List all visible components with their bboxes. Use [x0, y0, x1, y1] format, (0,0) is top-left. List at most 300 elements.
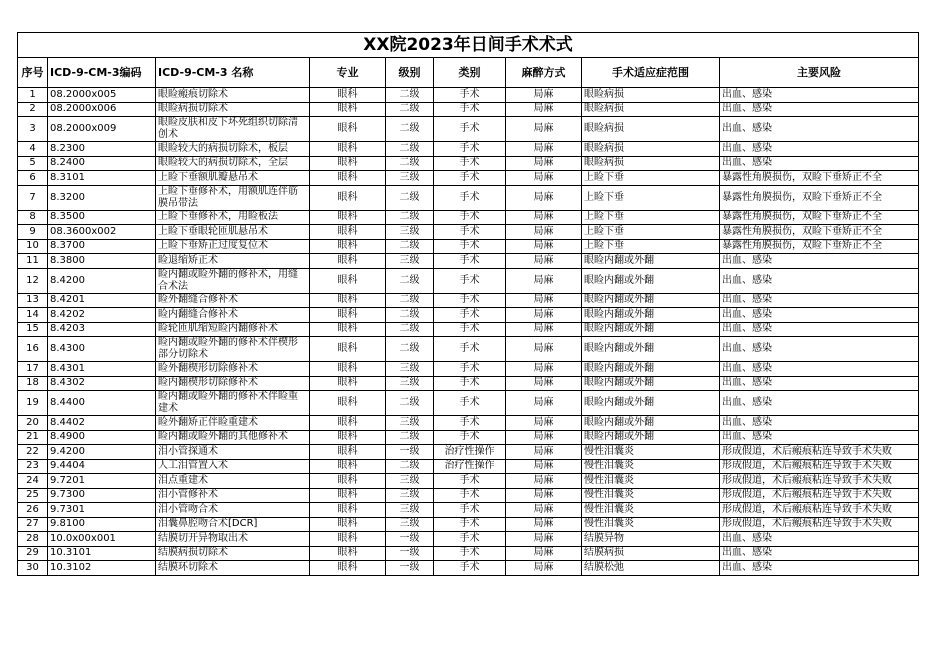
table-row [18, 102, 919, 117]
cell-scope [582, 225, 720, 240]
cell-dept-text: 眼科 [337, 191, 358, 203]
cell-no [18, 376, 48, 391]
cell-dept-text: 眼科 [337, 294, 358, 306]
cell-dept [310, 488, 386, 503]
cell-no-text: 17 [26, 362, 39, 374]
cell-code [48, 156, 156, 171]
cell-scope-text: 慢性泪囊炎 [584, 503, 634, 515]
cell-anesthesia [506, 156, 582, 171]
cell-anesthesia [506, 391, 582, 416]
table-row [18, 156, 919, 171]
cell-scope [582, 308, 720, 323]
cell-type [434, 185, 506, 210]
cell-no [18, 503, 48, 518]
cell-no-text: 19 [26, 397, 39, 408]
cell-no-text: 24 [26, 474, 39, 486]
cell-no-text: 25 [26, 489, 39, 501]
cell-dept-text: 眼科 [337, 254, 358, 266]
cell-dept [310, 210, 386, 225]
cell-level [386, 474, 434, 489]
cell-anesthesia-text: 局麻 [533, 561, 554, 573]
cell-type [434, 459, 506, 474]
cell-code-text: 8.4900 [50, 431, 85, 443]
cell-code [48, 171, 156, 186]
cell-code [48, 416, 156, 431]
cell-type-text: 手术 [459, 547, 480, 559]
cell-anesthesia-text: 局麻 [533, 431, 554, 443]
cell-risk [720, 322, 919, 337]
col-header-no: 序号 [18, 58, 48, 88]
cell-type-text: 手术 [459, 274, 480, 286]
cell-code [48, 142, 156, 157]
cell-dept [310, 142, 386, 157]
cell-risk [720, 445, 919, 460]
cell-anesthesia [506, 142, 582, 157]
cell-code [48, 268, 156, 293]
cell-name [156, 88, 310, 103]
cell-type [434, 546, 506, 561]
cell-scope [582, 546, 720, 561]
cell-scope [582, 142, 720, 157]
cell-risk-text: 出血、感染 [722, 274, 772, 286]
surgery-table [17, 32, 919, 576]
cell-dept-text: 眼科 [337, 474, 358, 486]
cell-no [18, 337, 48, 362]
cell-name-text: 泪小管修补术 [158, 489, 218, 501]
cell-level-text: 三级 [399, 225, 420, 237]
cell-risk-text: 形成假道，术后瘢痕粘连导致手术失败 [722, 489, 892, 501]
cell-scope-text: 眼睑内翻或外翻 [584, 323, 654, 335]
cell-level [386, 561, 434, 576]
cell-scope [582, 445, 720, 460]
cell-no-text: 3 [29, 123, 36, 134]
table-row [18, 268, 919, 293]
cell-dept [310, 561, 386, 576]
cell-type [434, 171, 506, 186]
cell-dept-text: 眼科 [337, 416, 358, 428]
cell-scope-text: 慢性泪囊炎 [584, 518, 634, 530]
cell-name-text: 泪小管吻合术 [158, 503, 218, 515]
cell-level [386, 503, 434, 518]
cell-name [156, 416, 310, 431]
cell-code [48, 488, 156, 503]
cell-risk [720, 503, 919, 518]
table-row [18, 142, 919, 157]
cell-name [156, 308, 310, 323]
cell-risk-text: 出血、感染 [722, 397, 772, 408]
cell-name [156, 268, 310, 293]
cell-level-text: 一级 [399, 532, 420, 544]
cell-name-text: 眼睑病损切除术 [158, 103, 228, 115]
cell-anesthesia [506, 293, 582, 308]
cell-code [48, 474, 156, 489]
cell-type-text: 手术 [459, 503, 480, 515]
cell-anesthesia [506, 416, 582, 431]
table-row [18, 474, 919, 489]
cell-type-text: 手术 [459, 532, 480, 544]
cell-dept [310, 445, 386, 460]
cell-risk [720, 254, 919, 269]
col-header-level: 级别 [386, 58, 434, 88]
cell-no [18, 546, 48, 561]
cell-level-text: 三级 [399, 171, 420, 183]
cell-dept-text: 眼科 [337, 532, 358, 544]
cell-level-text: 二级 [399, 211, 420, 223]
cell-anesthesia-text: 局麻 [533, 274, 554, 286]
cell-no [18, 102, 48, 117]
cell-level-text: 三级 [399, 474, 420, 486]
cell-anesthesia-text: 局麻 [533, 460, 554, 472]
cell-scope [582, 532, 720, 547]
cell-name-text: 睑外翻缝合修补术 [158, 294, 238, 306]
cell-name [156, 225, 310, 240]
cell-risk-text: 出血、感染 [722, 561, 772, 573]
cell-no-text: 7 [29, 191, 36, 203]
cell-dept-text: 眼科 [337, 547, 358, 559]
cell-level [386, 445, 434, 460]
cell-dept-text: 眼科 [337, 123, 358, 134]
cell-no-text: 4 [29, 142, 36, 154]
cell-no [18, 268, 48, 293]
cell-name [156, 117, 310, 142]
cell-scope-text: 上睑下垂 [584, 191, 624, 203]
cell-anesthesia [506, 459, 582, 474]
cell-type-text: 手术 [459, 416, 480, 428]
cell-anesthesia-text: 局麻 [533, 211, 554, 223]
cell-dept-text: 眼科 [337, 142, 358, 154]
cell-risk-text: 出血、感染 [722, 308, 772, 320]
cell-no [18, 532, 48, 547]
cell-code [48, 210, 156, 225]
cell-code [48, 376, 156, 391]
cell-type [434, 376, 506, 391]
cell-type [434, 102, 506, 117]
cell-name-text: 睑退缩矫正术 [158, 254, 218, 266]
cell-anesthesia [506, 225, 582, 240]
cell-code [48, 445, 156, 460]
cell-no-text: 11 [26, 254, 39, 266]
cell-type-text: 治疗性操作 [444, 445, 495, 457]
cell-name [156, 210, 310, 225]
cell-name-text: 睑外翻矫正伴睑重建术 [158, 416, 258, 428]
cell-name [156, 517, 310, 532]
cell-code [48, 337, 156, 362]
cell-code-text: 08.2000x005 [50, 88, 117, 100]
cell-name [156, 391, 310, 416]
cell-code [48, 88, 156, 103]
cell-scope [582, 337, 720, 362]
cell-risk-text: 形成假道，术后瘢痕粘连导致手术失败 [722, 474, 892, 486]
cell-risk-text: 形成假道，术后瘢痕粘连导致手术失败 [722, 445, 892, 457]
cell-type [434, 88, 506, 103]
cell-level [386, 459, 434, 474]
cell-anesthesia [506, 430, 582, 445]
cell-dept [310, 430, 386, 445]
cell-anesthesia [506, 362, 582, 377]
cell-name [156, 171, 310, 186]
cell-no [18, 142, 48, 157]
cell-dept [310, 362, 386, 377]
cell-scope [582, 376, 720, 391]
cell-scope-text: 眼睑内翻或外翻 [584, 416, 654, 428]
col-header-scope: 手术适应症范围 [582, 58, 720, 88]
cell-level [386, 532, 434, 547]
cell-code-text: 9.4200 [50, 445, 85, 457]
cell-type-text: 手术 [459, 240, 480, 252]
table-row [18, 210, 919, 225]
cell-scope [582, 322, 720, 337]
cell-level-text: 二级 [399, 308, 420, 320]
cell-anesthesia [506, 322, 582, 337]
cell-name-text: 上睑下垂矫正过度复位术 [158, 240, 268, 252]
cell-level-text: 二级 [399, 157, 420, 169]
cell-name-text: 睑内翻或睑外翻的修补术伴睑重建术 [158, 391, 298, 414]
cell-dept [310, 337, 386, 362]
cell-no [18, 117, 48, 142]
cell-no-text: 18 [26, 377, 39, 389]
table-row [18, 185, 919, 210]
cell-dept-text: 眼科 [337, 225, 358, 237]
cell-risk-text: 暴露性角膜损伤，双睑下垂矫正不全 [722, 240, 882, 252]
cell-type-text: 手术 [459, 225, 480, 237]
cell-type-text: 手术 [459, 171, 480, 183]
cell-dept [310, 391, 386, 416]
cell-no [18, 293, 48, 308]
cell-risk [720, 293, 919, 308]
cell-code-text: 8.4302 [50, 377, 85, 389]
cell-type [434, 430, 506, 445]
cell-code-text: 9.7301 [50, 503, 85, 515]
cell-risk [720, 171, 919, 186]
cell-level [386, 142, 434, 157]
table-row [18, 517, 919, 532]
table-row [18, 416, 919, 431]
cell-anesthesia [506, 532, 582, 547]
cell-code [48, 517, 156, 532]
cell-risk [720, 239, 919, 254]
col-header-dept: 专业 [310, 58, 386, 88]
cell-level [386, 102, 434, 117]
cell-scope-text: 眼睑病损 [584, 88, 624, 100]
cell-type [434, 488, 506, 503]
cell-type-text: 手术 [459, 561, 480, 573]
cell-type [434, 254, 506, 269]
cell-level [386, 225, 434, 240]
cell-code-text: 9.4404 [50, 460, 85, 472]
cell-anesthesia [506, 517, 582, 532]
cell-code-text: 8.4301 [50, 362, 85, 374]
cell-level-text: 二级 [399, 142, 420, 154]
cell-risk-text: 出血、感染 [722, 343, 772, 354]
cell-anesthesia [506, 546, 582, 561]
cell-code-text: 9.7201 [50, 474, 85, 486]
cell-no-text: 8 [29, 211, 36, 223]
cell-scope-text: 眼睑病损 [584, 103, 624, 115]
cell-risk-text: 形成假道，术后瘢痕粘连导致手术失败 [722, 503, 892, 515]
cell-type [434, 337, 506, 362]
table-row [18, 225, 919, 240]
cell-name [156, 337, 310, 362]
cell-code [48, 362, 156, 377]
cell-risk-text: 出血、感染 [722, 431, 772, 443]
cell-dept-text: 眼科 [337, 103, 358, 115]
cell-name [156, 239, 310, 254]
cell-no [18, 445, 48, 460]
cell-no [18, 488, 48, 503]
cell-anesthesia [506, 185, 582, 210]
table-row [18, 88, 919, 103]
cell-level [386, 322, 434, 337]
cell-anesthesia-text: 局麻 [533, 489, 554, 501]
cell-anesthesia-text: 局麻 [533, 103, 554, 115]
cell-level [386, 488, 434, 503]
cell-scope [582, 416, 720, 431]
cell-no [18, 185, 48, 210]
cell-level [386, 156, 434, 171]
table-title: XX院2023年日间手术术式 [18, 33, 919, 58]
cell-no [18, 517, 48, 532]
cell-scope [582, 268, 720, 293]
cell-code [48, 459, 156, 474]
cell-no [18, 171, 48, 186]
cell-no [18, 561, 48, 576]
cell-level [386, 210, 434, 225]
cell-level [386, 308, 434, 323]
cell-risk [720, 459, 919, 474]
cell-no [18, 88, 48, 103]
table-row [18, 337, 919, 362]
cell-risk-text: 出血、感染 [722, 88, 772, 100]
cell-dept [310, 293, 386, 308]
cell-name [156, 445, 310, 460]
cell-code-text: 8.3800 [50, 254, 85, 266]
cell-dept [310, 308, 386, 323]
cell-type-text: 手术 [459, 308, 480, 320]
cell-risk [720, 391, 919, 416]
cell-name [156, 362, 310, 377]
cell-level-text: 三级 [399, 416, 420, 428]
table-row [18, 488, 919, 503]
cell-dept [310, 239, 386, 254]
cell-scope-text: 眼睑内翻或外翻 [584, 294, 654, 306]
cell-risk-text: 出血、感染 [722, 547, 772, 559]
cell-anesthesia [506, 337, 582, 362]
cell-scope-text: 结膜异物 [584, 532, 624, 544]
cell-level-text: 二级 [399, 323, 420, 335]
cell-type-text: 治疗性操作 [444, 460, 495, 472]
cell-type [434, 225, 506, 240]
surgery-table-sheet [17, 32, 918, 576]
cell-anesthesia [506, 102, 582, 117]
cell-name-text: 睑内翻缝合修补术 [158, 308, 238, 320]
cell-scope [582, 88, 720, 103]
cell-type [434, 503, 506, 518]
col-header-anesthesia: 麻醉方式 [506, 58, 582, 88]
cell-dept-text: 眼科 [337, 489, 358, 501]
cell-name-text: 泪小管探通术 [158, 445, 218, 457]
cell-code [48, 225, 156, 240]
table-row [18, 503, 919, 518]
cell-type-text: 手术 [459, 362, 480, 374]
cell-name-text: 眼睑瘢痕切除术 [158, 88, 228, 100]
cell-type-text: 手术 [459, 88, 480, 100]
table-row [18, 322, 919, 337]
cell-risk [720, 142, 919, 157]
cell-code [48, 117, 156, 142]
cell-dept-text: 眼科 [337, 157, 358, 169]
cell-no-text: 5 [29, 157, 36, 169]
cell-risk-text: 出血、感染 [722, 377, 772, 389]
cell-dept [310, 117, 386, 142]
cell-level-text: 二级 [399, 103, 420, 115]
cell-dept-text: 眼科 [337, 323, 358, 335]
cell-code-text: 8.4201 [50, 294, 85, 306]
table-row [18, 561, 919, 576]
cell-type-text: 手术 [459, 518, 480, 530]
cell-name [156, 254, 310, 269]
cell-no-text: 21 [26, 431, 39, 443]
cell-type [434, 156, 506, 171]
cell-name [156, 102, 310, 117]
cell-anesthesia-text: 局麻 [533, 343, 554, 354]
cell-anesthesia-text: 局麻 [533, 323, 554, 335]
cell-anesthesia [506, 445, 582, 460]
cell-no [18, 308, 48, 323]
cell-scope-text: 慢性泪囊炎 [584, 474, 634, 486]
cell-level-text: 二级 [399, 343, 420, 354]
cell-dept-text: 眼科 [337, 308, 358, 320]
cell-level-text: 一级 [399, 445, 420, 457]
cell-name-text: 泪囊鼻腔吻合术[DCR] [158, 518, 258, 530]
cell-code [48, 391, 156, 416]
cell-dept [310, 254, 386, 269]
cell-dept [310, 171, 386, 186]
cell-type-text: 手术 [459, 103, 480, 115]
cell-risk-text: 出血、感染 [722, 103, 772, 115]
cell-type [434, 532, 506, 547]
cell-anesthesia-text: 局麻 [533, 397, 554, 408]
cell-anesthesia-text: 局麻 [533, 416, 554, 428]
table-row [18, 254, 919, 269]
table-row [18, 391, 919, 416]
cell-name [156, 474, 310, 489]
cell-anesthesia [506, 503, 582, 518]
cell-no-text: 9 [29, 225, 36, 237]
cell-risk-text: 出血、感染 [722, 294, 772, 306]
cell-name-text: 结膜病损切除术 [158, 547, 228, 559]
table-row [18, 239, 919, 254]
cell-level [386, 117, 434, 142]
cell-anesthesia [506, 88, 582, 103]
cell-risk-text: 出血、感染 [722, 323, 772, 335]
cell-anesthesia [506, 561, 582, 576]
cell-code-text: 8.4200 [50, 274, 85, 286]
cell-scope-text: 上睑下垂 [584, 240, 624, 252]
cell-scope [582, 185, 720, 210]
cell-type [434, 293, 506, 308]
cell-anesthesia [506, 254, 582, 269]
cell-name [156, 459, 310, 474]
cell-type [434, 117, 506, 142]
cell-code-text: 9.7300 [50, 489, 85, 501]
cell-scope [582, 254, 720, 269]
cell-scope-text: 眼睑内翻或外翻 [584, 431, 654, 443]
cell-name-text: 结膜环切除术 [158, 561, 218, 573]
cell-dept [310, 88, 386, 103]
cell-anesthesia [506, 376, 582, 391]
cell-code-text: 10.3101 [50, 547, 92, 559]
cell-dept-text: 眼科 [337, 518, 358, 530]
